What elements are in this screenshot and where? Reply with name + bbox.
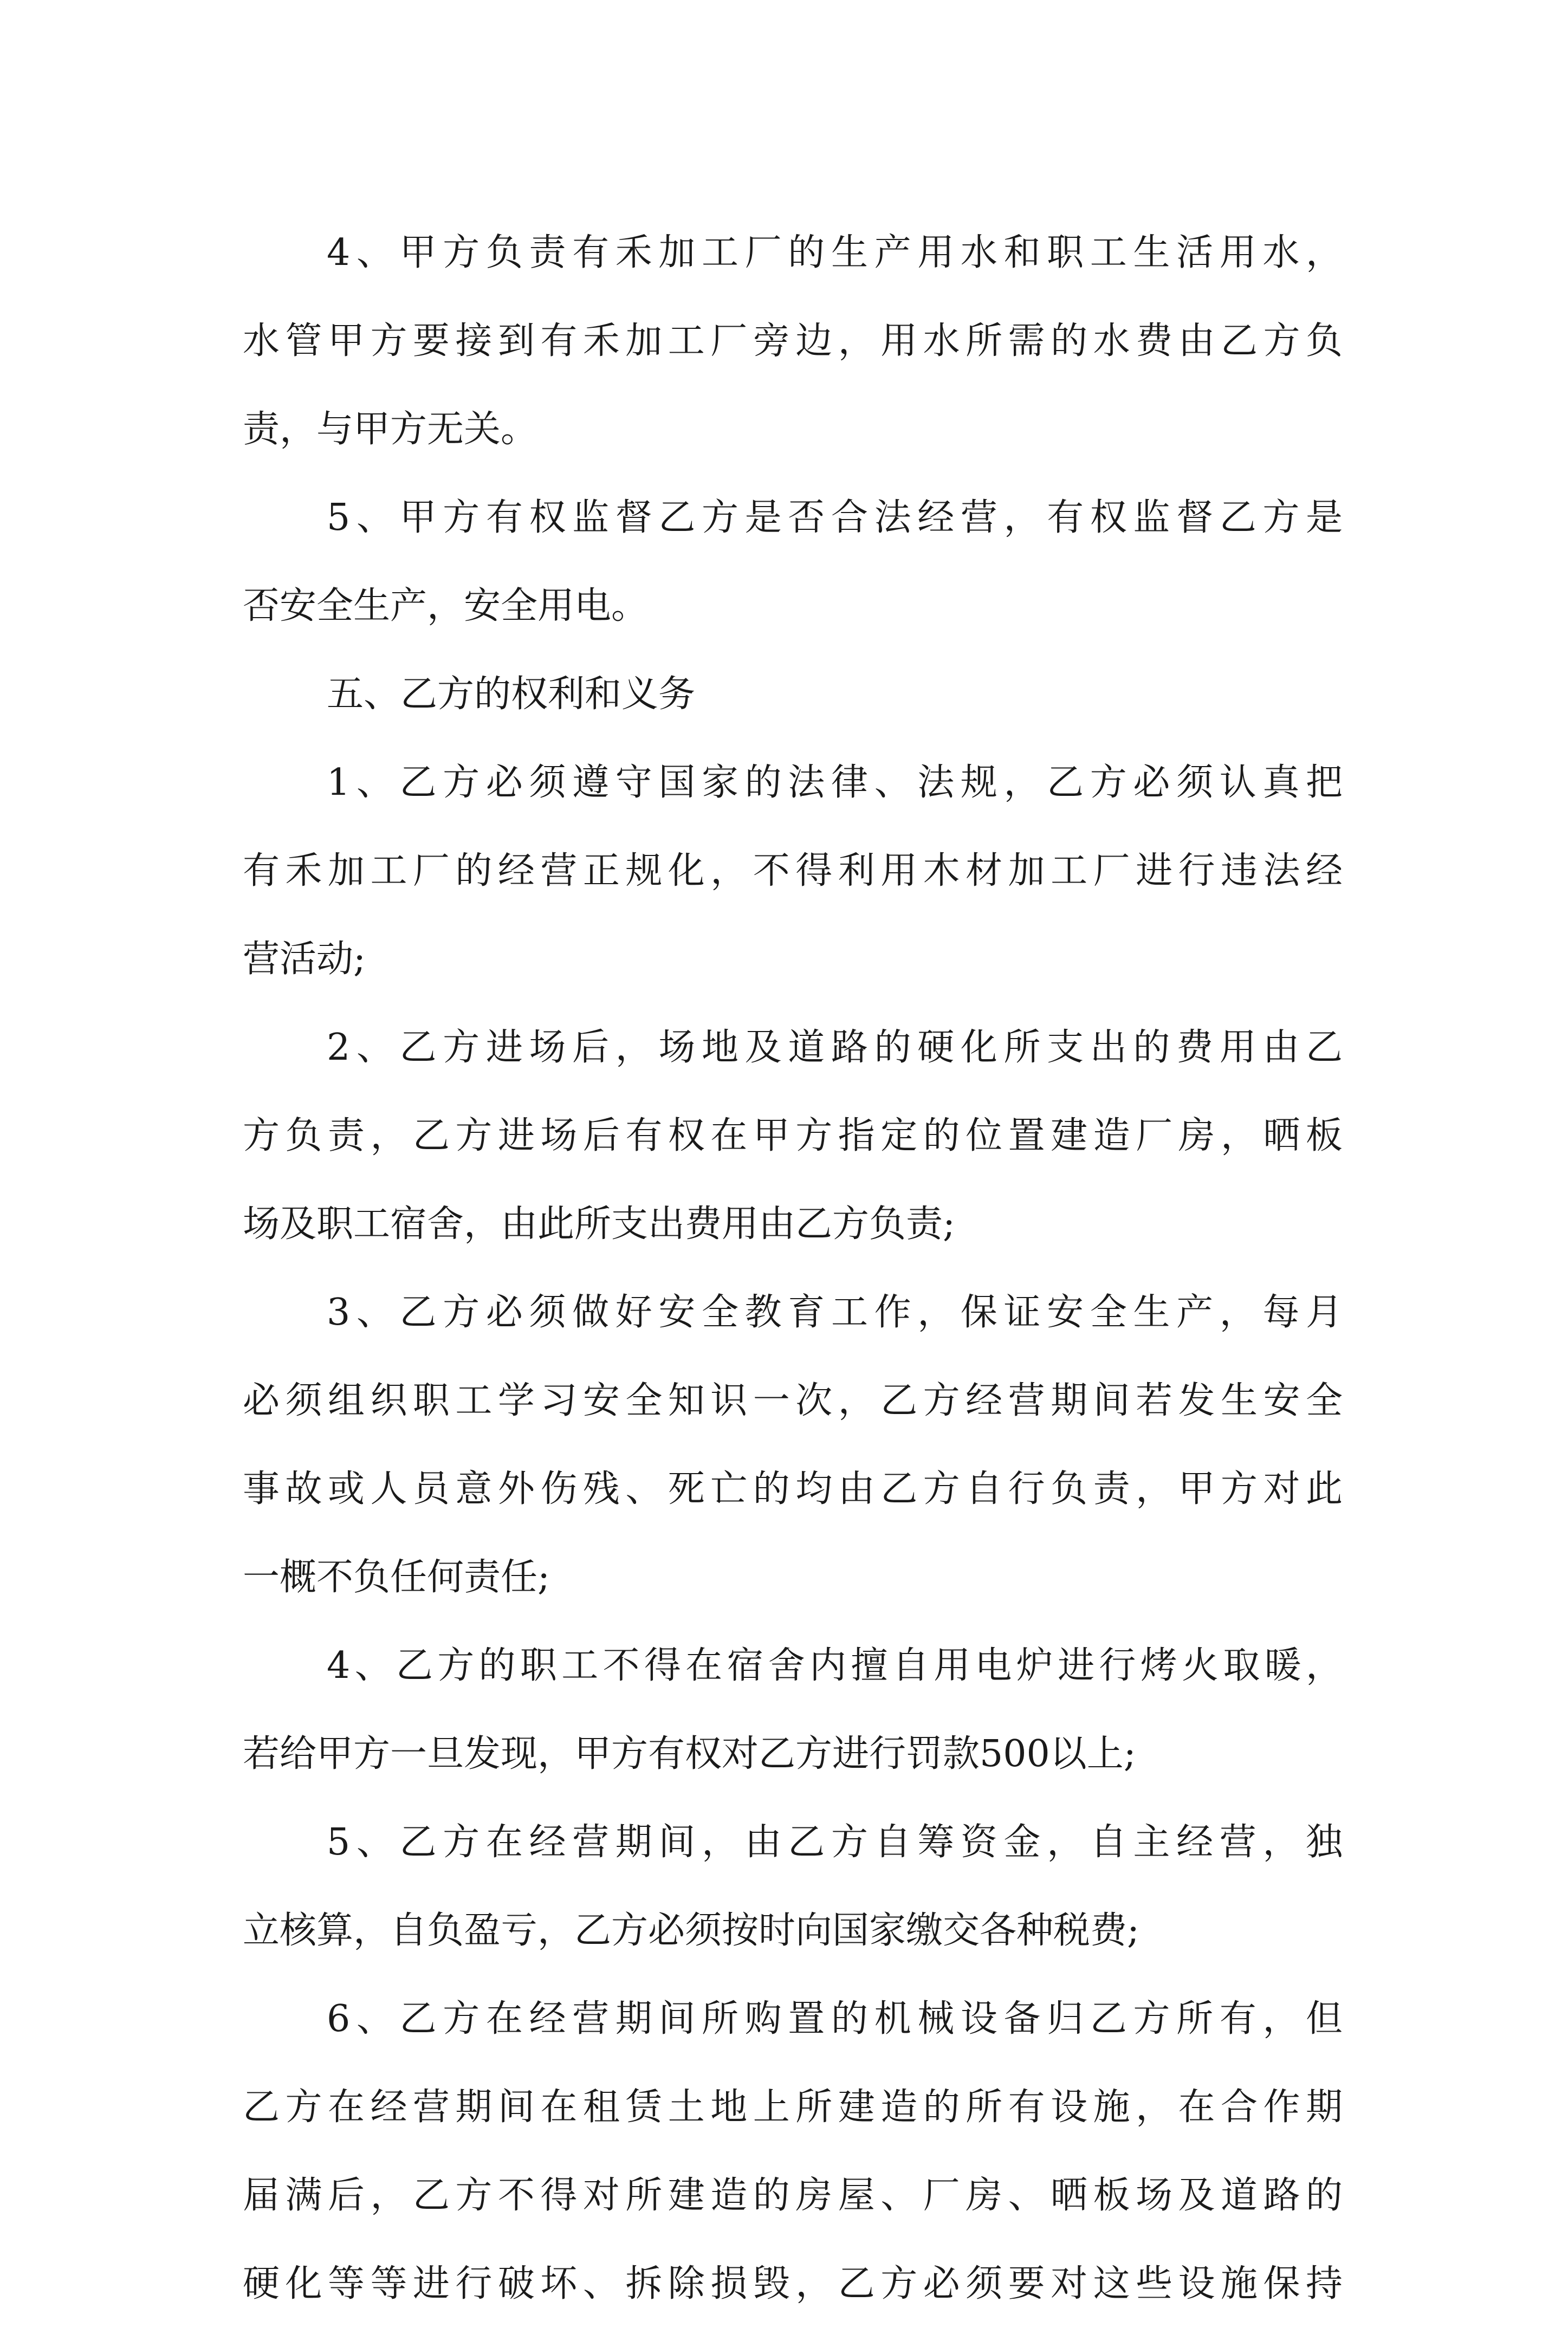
paragraph-site-hardening	[243, 1003, 1343, 1268]
text-line: 水管甲方要接到有禾加工厂旁边，用水所需的水费由乙方负	[243, 320, 1343, 362]
paragraph-heating	[243, 1622, 1343, 1798]
text-line: 方负责，乙方进场后有权在甲方指定的位置建造厂房，晒板	[243, 1114, 1343, 1157]
text-line: 否安全生产，安全用电。	[243, 585, 649, 627]
text-line: 必须组织职工学习安全知识一次，乙方经营期间若发生安全	[243, 1379, 1343, 1422]
paragraph-equipment	[243, 1975, 1343, 2328]
text-line: 若给甲方一旦发现，甲方有权对乙方进行罚款500以上;	[243, 1733, 1136, 1775]
paragraph-laws	[243, 738, 1343, 1003]
paragraph-safety	[243, 1268, 1343, 1622]
section-title: 五、乙方的权利和义务	[327, 673, 696, 716]
text-line: 硬化等等进行破坏、拆除损毁，乙方必须要对这些设施保持	[243, 2262, 1343, 2305]
text-line: 事故或人员意外伤残、死亡的均由乙方自行负责，甲方对此	[243, 1468, 1343, 1510]
text-line: 5、乙方在经营期间，由乙方自筹资金，自主经营，独	[327, 1821, 1343, 1864]
text-line: 2、乙方进场后，场地及道路的硬化所支出的费用由乙	[327, 1026, 1343, 1069]
text-line: 1、乙方必须遵守国家的法律、法规，乙方必须认真把	[327, 761, 1343, 804]
text-line: 4、乙方的职工不得在宿舍内擅自用电炉进行烤火取暖，	[327, 1644, 1343, 1687]
text-line: 立核算，自负盈亏，乙方必须按时向国家缴交各种税费;	[243, 1909, 1139, 1952]
text-line: 营活动;	[243, 938, 366, 981]
text-line: 4、甲方负责有禾加工厂的生产用水和职工生活用水，	[327, 231, 1343, 274]
text-line: 乙方在经营期间在租赁土地上所建造的所有设施，在合作期	[243, 2086, 1343, 2129]
text-line: 责，与甲方无关。	[243, 408, 538, 451]
text-line: 有禾加工厂的经营正规化，不得利用木材加工厂进行违法经	[243, 850, 1343, 892]
paragraph-supervision	[243, 474, 1343, 650]
text-line: 5、甲方有权监督乙方是否合法经营，有权监督乙方是	[327, 496, 1343, 539]
paragraph-water-supply	[243, 209, 1343, 474]
document-body	[243, 209, 1343, 2328]
text-line: 场及职工宿舍，由此所支出费用由乙方负责;	[243, 1203, 955, 1246]
text-line: 3、乙方必须做好安全教育工作，保证安全生产，每月	[327, 1291, 1343, 1334]
section-heading	[243, 650, 1343, 738]
text-line: 届满后，乙方不得对所建造的房屋、厂房、晒板场及道路的	[243, 2174, 1343, 2217]
paragraph-self-funding	[243, 1798, 1343, 1975]
text-line: 6、乙方在经营期间所购置的机械设备归乙方所有，但	[327, 1998, 1343, 2040]
text-line: 一概不负任何责任;	[243, 1556, 550, 1599]
